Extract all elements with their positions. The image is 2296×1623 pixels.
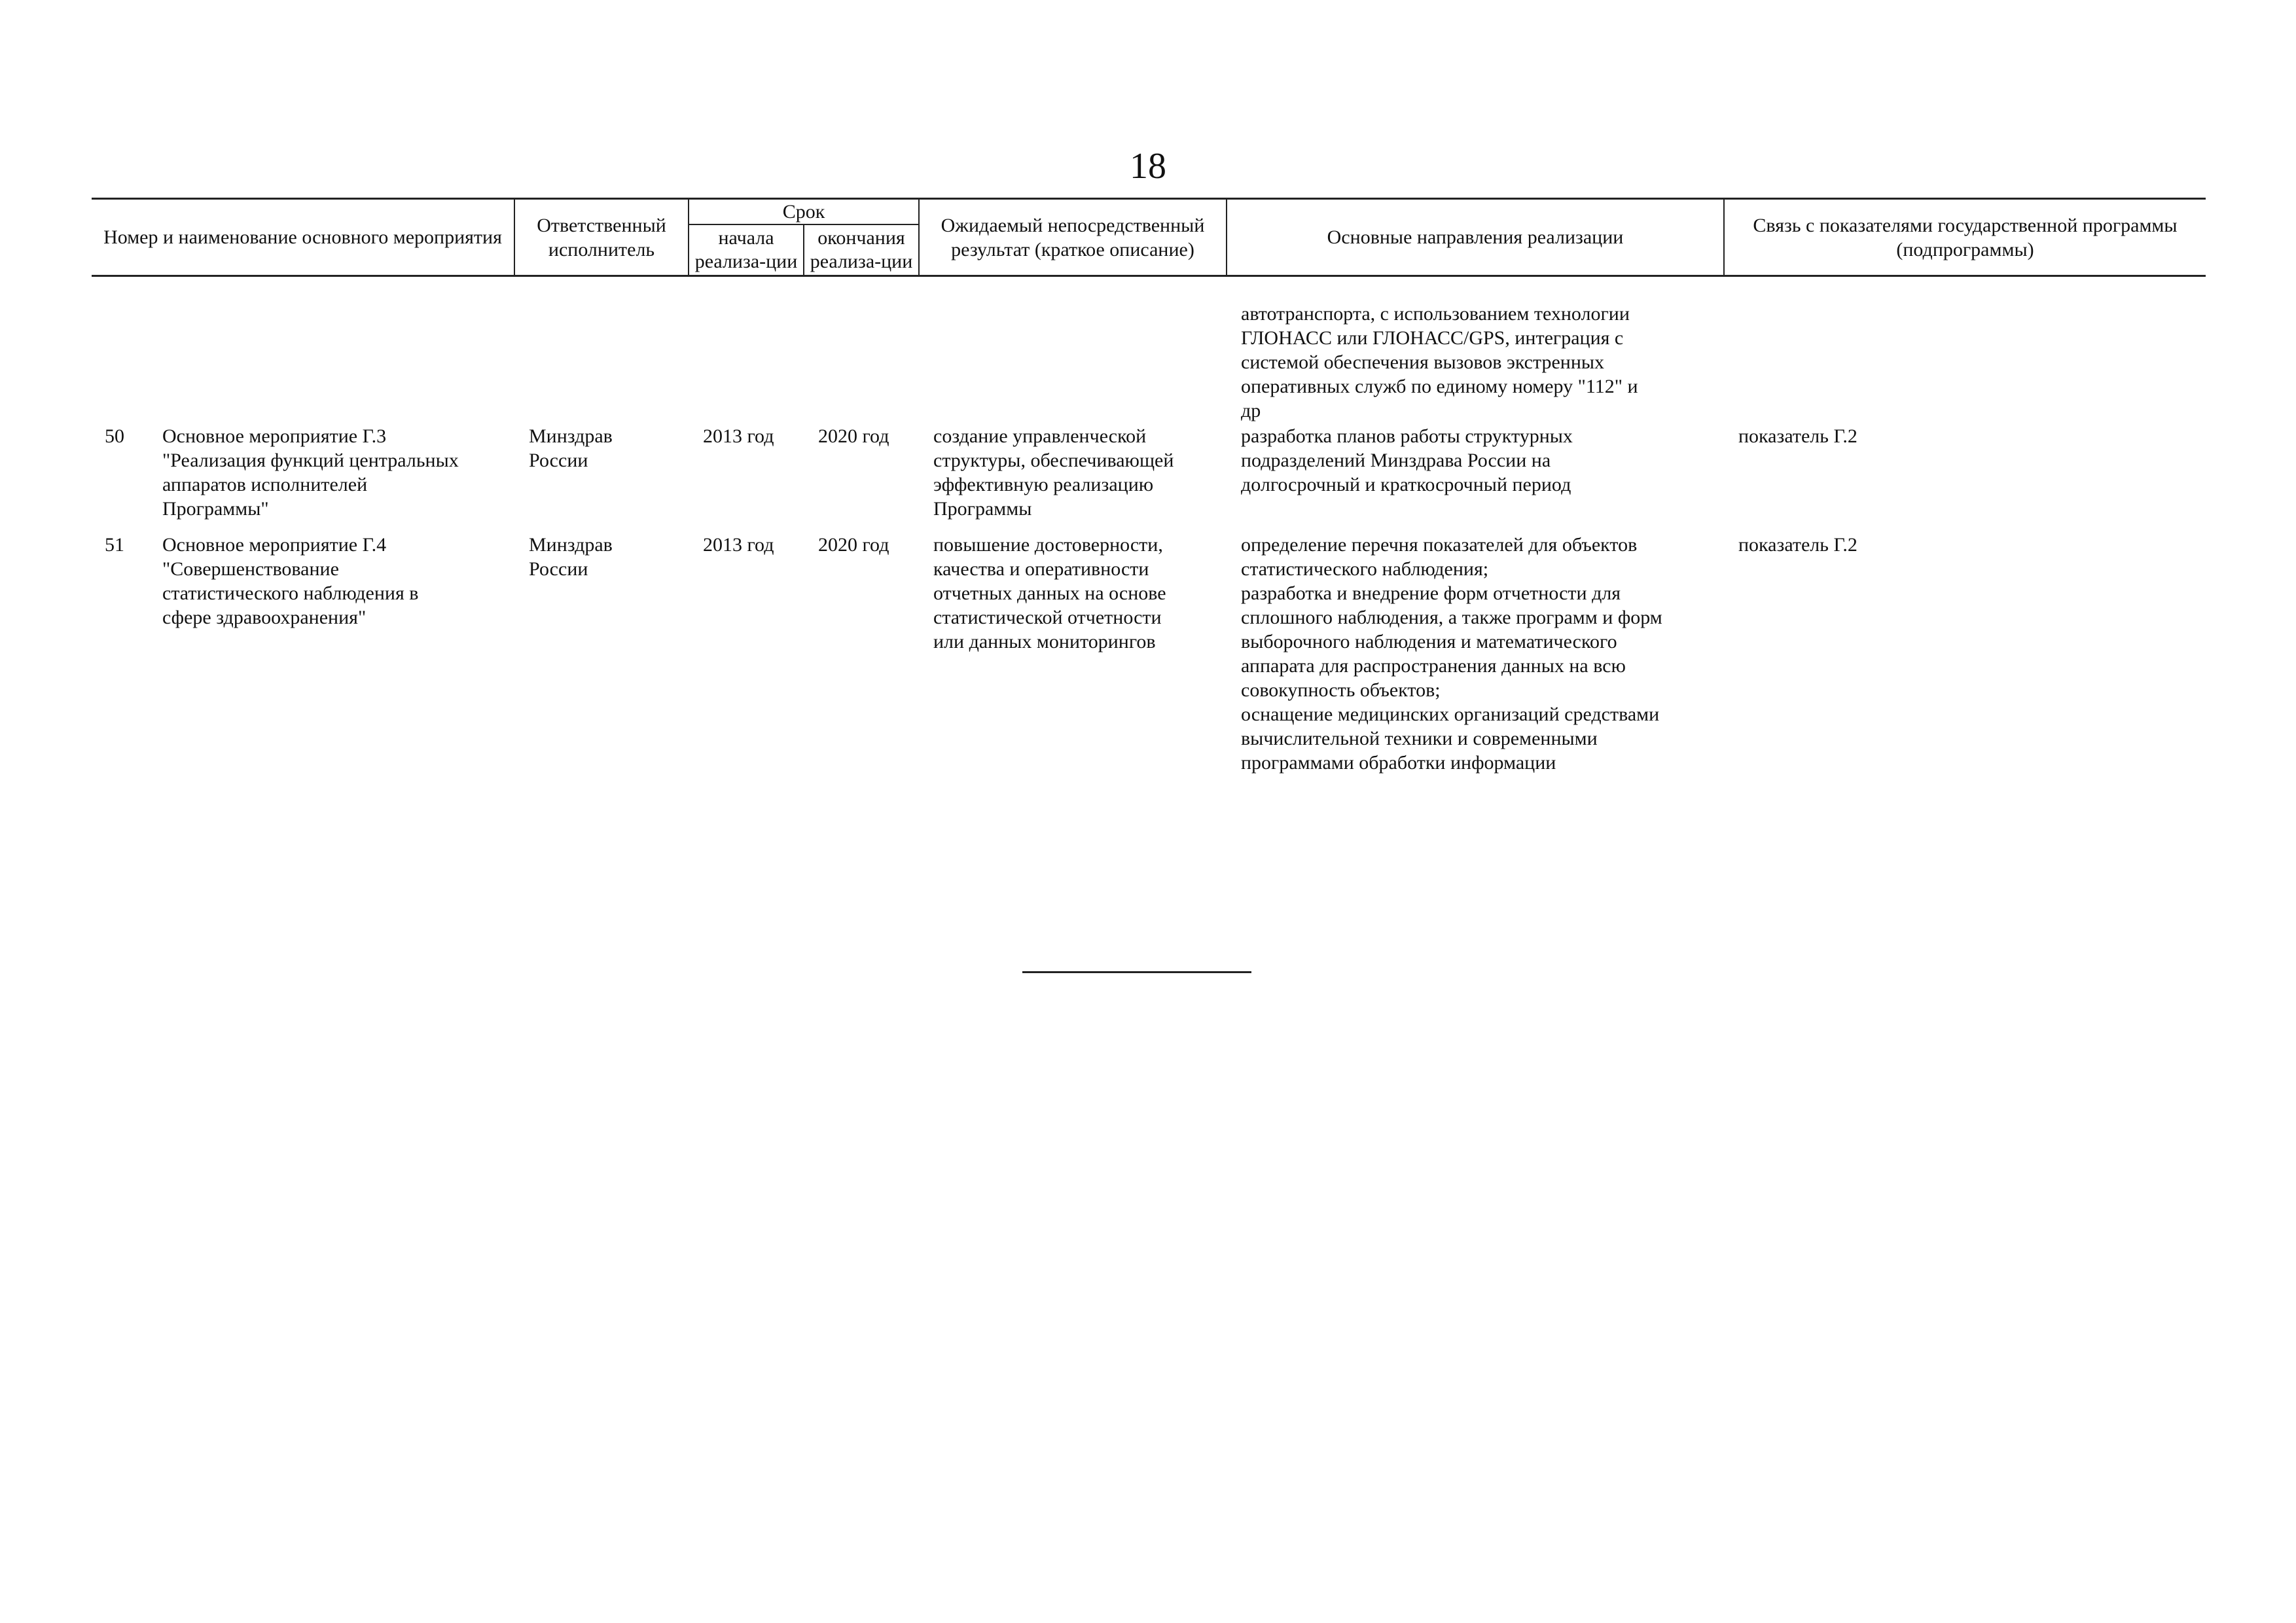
end-year: 2020 год bbox=[818, 534, 889, 556]
header-end: окончания реализа-ции bbox=[804, 224, 919, 276]
executor: Минздрав России bbox=[529, 534, 613, 580]
measure-name: Основное мероприятие Г.4 "Совершенствование статистического наблюдения в сфере здравоохранения" bbox=[162, 534, 419, 628]
measure-name: Основное мероприятие Г.3 "Реализация функций центральных аппаратов исполнителей Программы" bbox=[162, 425, 459, 520]
table-row bbox=[92, 533, 2206, 787]
page-number: 18 bbox=[1130, 146, 1166, 187]
continuation-row bbox=[92, 276, 2206, 425]
continuation-empty bbox=[92, 276, 1227, 425]
row-number: 51 bbox=[105, 534, 124, 556]
expected-result: повышение достоверности, качества и оперативности отчетных данных на основе статистической отчетности или данных мониторингов bbox=[933, 534, 1166, 652]
expected-result: создание управленческой структуры, обеспечивающей эффективную реализацию Программы bbox=[933, 425, 1174, 520]
header-measure-name: Номер и наименование основного мероприятия bbox=[92, 199, 514, 276]
directions: определение перечня показателей для объектов статистического наблюдения; разработка и внедрение форм отчетности для сплошного наблюдения, а также программ и форм выборочного наблюдения и математического аппарата для распространения данных на всю совокупность объектов; оснащение медицинских организаций средствами вычислительной техники и современными программами обработки информации bbox=[1241, 534, 1662, 774]
row-number: 50 bbox=[105, 425, 124, 447]
measures-table bbox=[92, 198, 2206, 787]
header-start: начала реализа-ции bbox=[689, 224, 804, 276]
end-year: 2020 год bbox=[818, 425, 889, 447]
header-indicator-link: Связь с показателями государственной программы (подпрограммы) bbox=[1724, 199, 2206, 276]
continuation-directions: автотранспорта, с использованием технологии ГЛОНАСС или ГЛОНАСС/GPS, интеграция с системой обеспечения вызовов экстренных оперативных служб по единому номеру "112" и др bbox=[1241, 303, 1638, 421]
executor: Минздрав России bbox=[529, 425, 613, 471]
header-expected-result: Ожидаемый непосредственный результат (краткое описание) bbox=[919, 199, 1227, 276]
table-row bbox=[92, 424, 2206, 533]
header-executor: Ответственный исполнитель bbox=[514, 199, 689, 276]
table-header bbox=[92, 199, 2206, 276]
directions: разработка планов работы структурных подразделений Минздрава России на долгосрочный и краткосрочный период bbox=[1241, 425, 1573, 495]
header-term: Срок bbox=[689, 199, 919, 225]
end-of-section-rule bbox=[1022, 971, 1251, 973]
start-year: 2013 год bbox=[703, 425, 774, 447]
header-directions: Основные направления реализации bbox=[1227, 199, 1724, 276]
start-year: 2013 год bbox=[703, 534, 774, 556]
continuation-link bbox=[1724, 276, 2206, 425]
indicator-link: показатель Г.2 bbox=[1738, 425, 1857, 447]
indicator-link: показатель Г.2 bbox=[1738, 534, 1857, 556]
